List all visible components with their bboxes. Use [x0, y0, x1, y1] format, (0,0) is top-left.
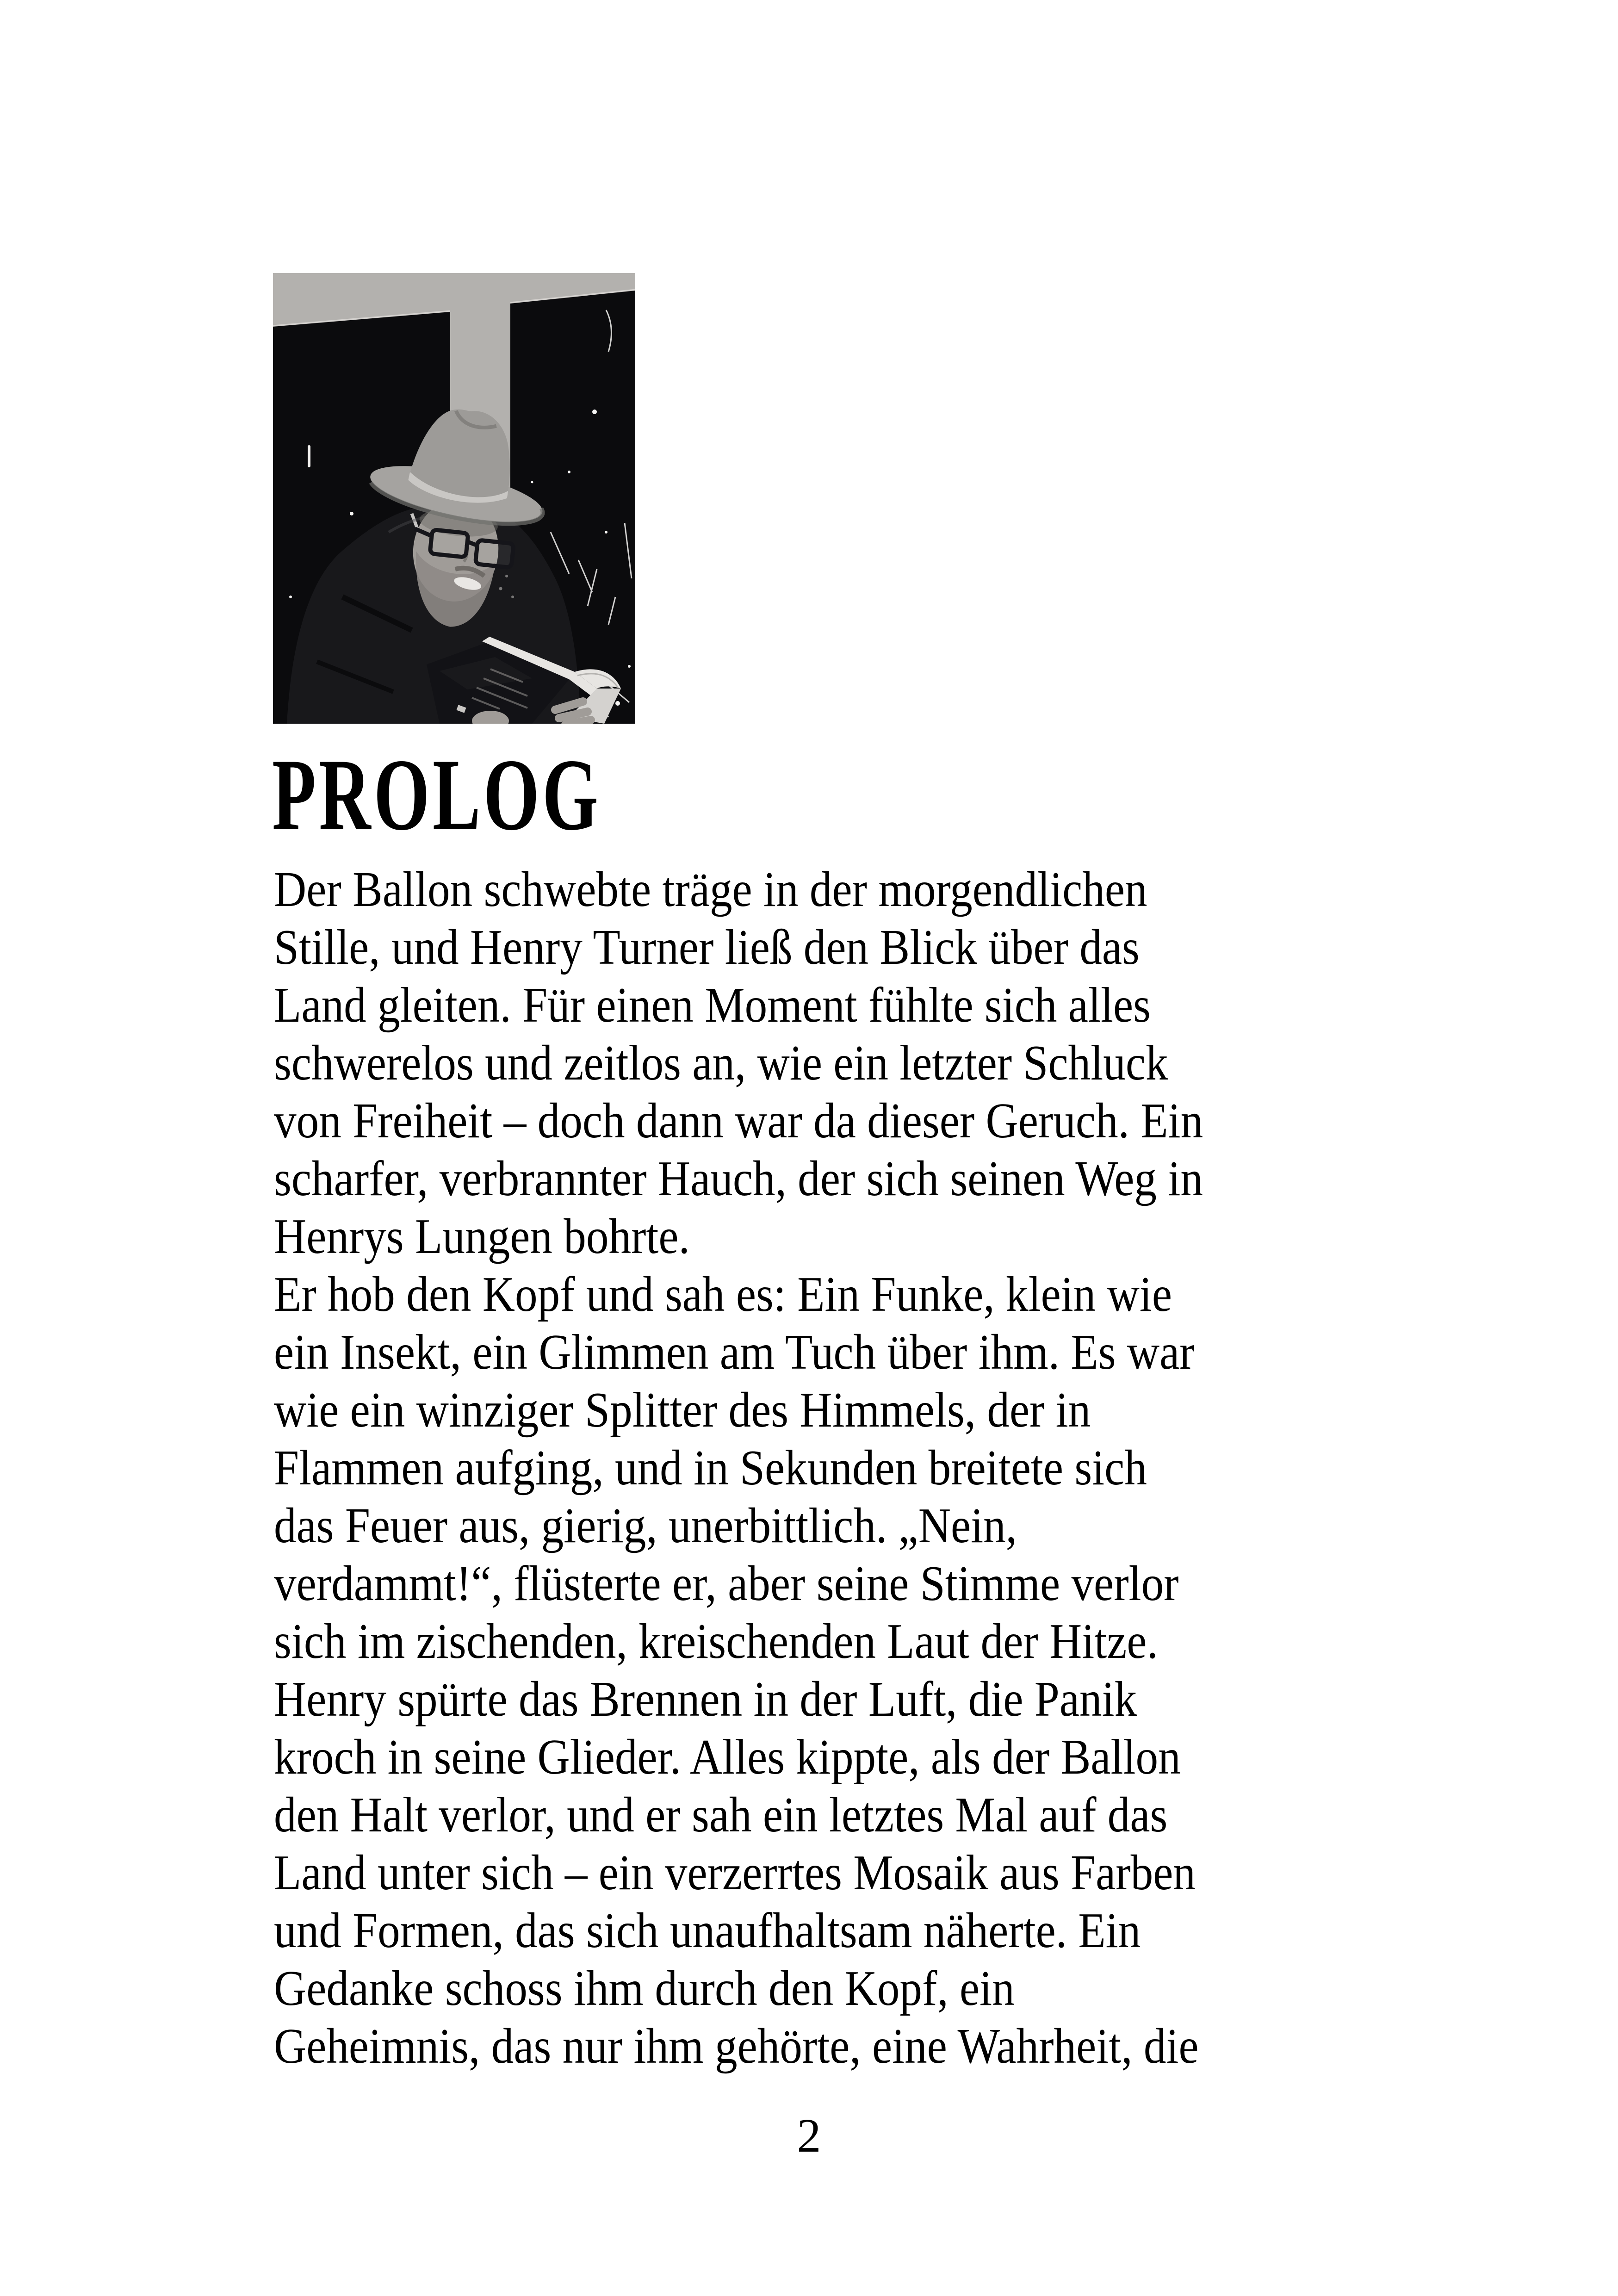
text-line: und Formen, das sich unaufhaltsam näherte. Ein: [274, 1903, 1141, 1958]
text-line: Land unter sich – ein verzerrtes Mosaik aus Farben: [274, 1845, 1196, 1900]
text-line: das Feuer aus, gierig, unerbittlich. „Nein,: [274, 1498, 1017, 1553]
text-line: sich im zischenden, kreischenden Laut der Hitze.: [274, 1614, 1158, 1669]
text-line: Der Ballon schwebte träge in der morgendlichen: [274, 862, 1147, 917]
body-text: [274, 861, 1203, 2075]
text-line: Land gleiten. Für einen Moment fühlte sich alles: [274, 978, 1151, 1033]
text-line: Henry spürte das Brennen in der Luft, die Panik: [274, 1672, 1137, 1727]
text-line: kroch in seine Glieder. Alles kippte, als der Ballon: [274, 1730, 1181, 1785]
text-line: ein Insekt, ein Glimmen am Tuch über ihm. Es war: [274, 1325, 1195, 1380]
text-line: wie ein winziger Splitter des Himmels, der in: [274, 1383, 1091, 1438]
text-line: scharfer, verbrannter Hauch, der sich seinen Weg in: [274, 1151, 1203, 1206]
text-line: schwerelos und zeitlos an, wie ein letzter Schluck: [274, 1036, 1168, 1091]
text-line: verdammt!“, flüsterte er, aber seine Stimme verlor: [274, 1556, 1179, 1611]
text-line: von Freiheit – doch dann war da dieser Geruch. Ein: [274, 1093, 1203, 1148]
text-line: Henrys Lungen bohrte.: [274, 1209, 690, 1264]
text-line: Gedanke schoss ihm durch den Kopf, ein: [274, 1961, 1015, 2016]
text-line: den Halt verlor, und er sah ein letztes Mal auf das: [274, 1787, 1168, 1843]
author-photo: [273, 273, 635, 724]
author-photo-illustration: [273, 273, 635, 724]
text-line: Stille, und Henry Turner ließ den Blick über das: [274, 920, 1140, 975]
chapter-heading: PROLOG: [272, 738, 601, 852]
text-line: Geheimnis, das nur ihm gehörte, eine Wahrheit, die: [274, 2019, 1199, 2074]
page-number: 2: [797, 2109, 821, 2162]
text-line: Flammen aufging, und in Sekunden breitete sich: [274, 1440, 1147, 1496]
text-line: Er hob den Kopf und sah es: Ein Funke, klein wie: [274, 1267, 1172, 1322]
